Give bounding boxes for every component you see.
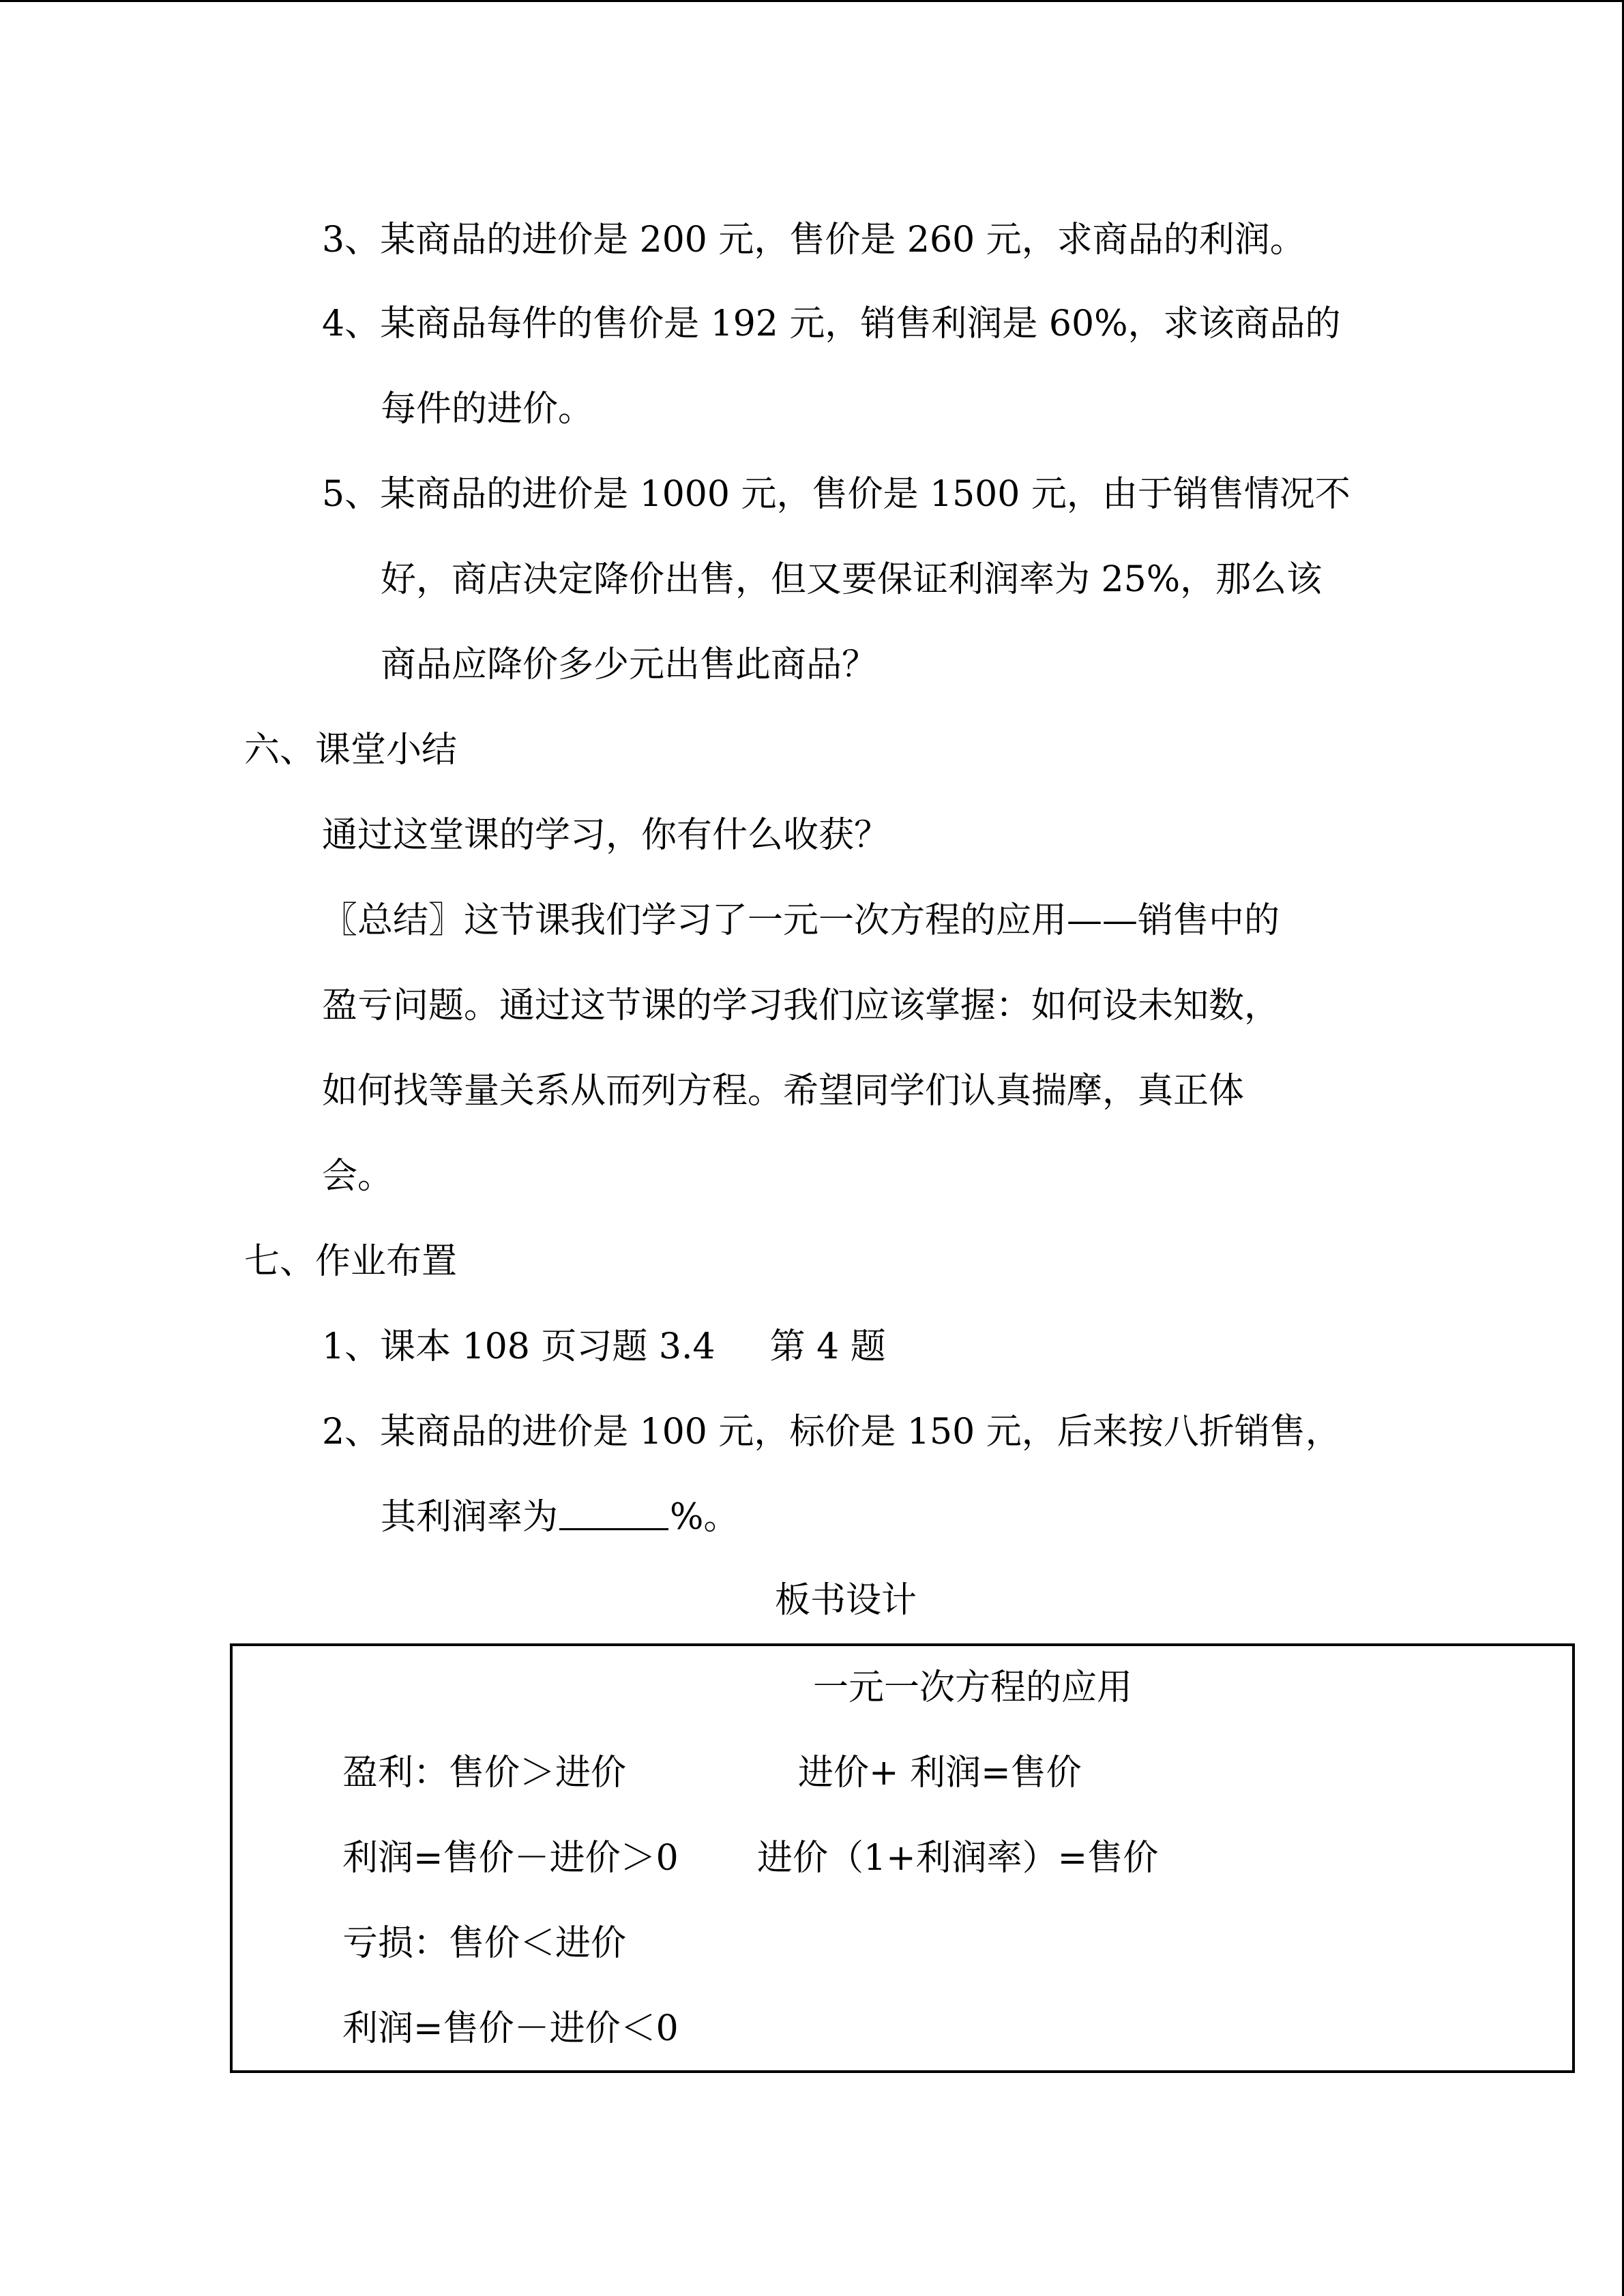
- homework-item-1-text: 1、课本 108 页习题 3.4: [322, 1326, 715, 1367]
- summary-question: 通过这堂课的学习，你有什么收获？: [322, 815, 890, 856]
- homework-item-2-line-2: [381, 1493, 739, 1541]
- board-design-caption: 板书设计: [775, 1580, 917, 1621]
- exercise-3: 3、某商品的进价是 200 元，售价是 260 元，求商品的利润。: [322, 220, 1305, 260]
- summary-line-1: 〖总结〗这节课我们学习了一元一次方程的应用——销售中的: [322, 900, 1280, 941]
- exercise-4-line-1: 4、某商品每件的售价是 192 元，销售利润是 60%，求该商品的: [322, 303, 1341, 344]
- exercise-5-line-1: 5、某商品的进价是 1000 元，售价是 1500 元，由于销售情况不: [322, 474, 1350, 515]
- homework-item-1-problem: 第 4 题: [769, 1326, 886, 1367]
- board-loss-condition: 亏损：售价＜进价: [342, 1923, 627, 1964]
- board-title: 一元一次方程的应用: [813, 1667, 1133, 1708]
- homework-item-2-prefix: 其利润率为: [381, 1497, 559, 1538]
- board-loss-formula: 利润=售价－进价＜0: [342, 2008, 679, 2049]
- board-formula-1: 进价+ 利润=售价: [798, 1753, 1082, 1793]
- homework-item-2-suffix: %。: [670, 1497, 739, 1538]
- homework-item-1: [322, 1323, 886, 1371]
- board-profit-condition: 盈利：售价＞进价: [342, 1753, 627, 1793]
- board-profit-formula: 利润=售价－进价＞0: [342, 1838, 679, 1879]
- summary-heading: 六、课堂小结: [244, 730, 458, 771]
- board-formula-2: 进价（1+利润率）=售价: [757, 1838, 1159, 1879]
- exercise-5-line-3: 商品应降价多少元出售此商品？: [381, 644, 878, 685]
- answer-blank[interactable]: [559, 1495, 668, 1530]
- homework-heading: 七、作业布置: [244, 1241, 458, 1282]
- top-border-line: [0, 0, 1624, 2]
- summary-line-2: 盈亏问题。通过这节课的学习我们应该掌握：如何设未知数，: [322, 985, 1280, 1026]
- exercise-5-line-2: 好，商店决定降价出售，但又要保证利润率为 25%，那么该: [381, 559, 1323, 600]
- summary-line-3: 如何找等量关系从而列方程。希望同学们认真揣摩，真正体: [322, 1071, 1245, 1112]
- summary-line-4: 会。: [322, 1156, 394, 1197]
- exercise-4-line-2: 每件的进价。: [381, 389, 594, 430]
- homework-item-2-line-1: 2、某商品的进价是 100 元，标价是 150 元，后来按八折销售，: [322, 1412, 1341, 1452]
